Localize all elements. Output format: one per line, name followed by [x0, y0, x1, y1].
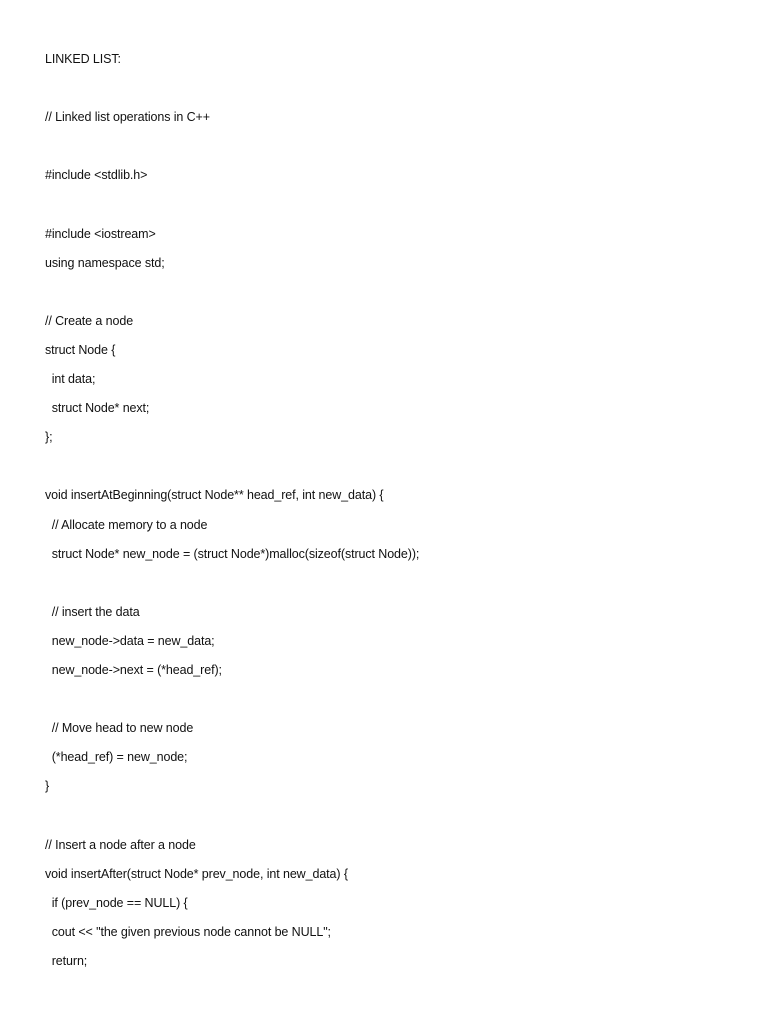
code-line: struct Node* next; [45, 401, 150, 416]
code-comment: // insert the data [45, 604, 140, 619]
code-line: }; [45, 430, 53, 445]
code-line: return; [45, 953, 88, 968]
code-comment: // Create a node [45, 313, 134, 328]
code-function-signature: void insertAtBeginning(struct Node** head_ref, int new_data) { [45, 488, 384, 503]
code-comment: // Move head to new node [45, 721, 194, 736]
code-line: cout << "the given previous node cannot be NULL"; [45, 924, 331, 939]
code-comment: // Allocate memory to a node [45, 517, 208, 532]
code-line: struct Node { [45, 342, 116, 357]
code-comment: // Linked list operations in C++ [45, 110, 210, 125]
blank-line [45, 190, 735, 219]
code-using-namespace: using namespace std; [45, 255, 165, 270]
blank-line [45, 74, 735, 103]
blank-line [45, 132, 735, 161]
code-comment: // Insert a node after a node [45, 837, 196, 852]
code-include-stdlib: #include <stdlib.h> [45, 168, 148, 183]
code-line: int data; [45, 372, 96, 387]
code-line: new_node->next = (*head_ref); [45, 662, 222, 677]
blank-line [45, 452, 735, 481]
code-include-iostream: #include <iostream> [45, 226, 156, 241]
blank-line [45, 569, 735, 598]
code-function-signature: void insertAfter(struct Node* prev_node, int new_data) { [45, 866, 348, 881]
heading-linked-list: LINKED LIST: [45, 52, 121, 66]
blank-line [45, 685, 735, 714]
document-body [45, 45, 735, 976]
blank-line [45, 801, 735, 830]
code-line: if (prev_node == NULL) { [45, 895, 188, 910]
blank-line [45, 278, 735, 307]
code-line: struct Node* new_node = (struct Node*)malloc(sizeof(struct Node)); [45, 546, 420, 561]
code-line: new_node->data = new_data; [45, 633, 215, 648]
code-line: (*head_ref) = new_node; [45, 750, 188, 765]
code-line: } [45, 779, 50, 794]
